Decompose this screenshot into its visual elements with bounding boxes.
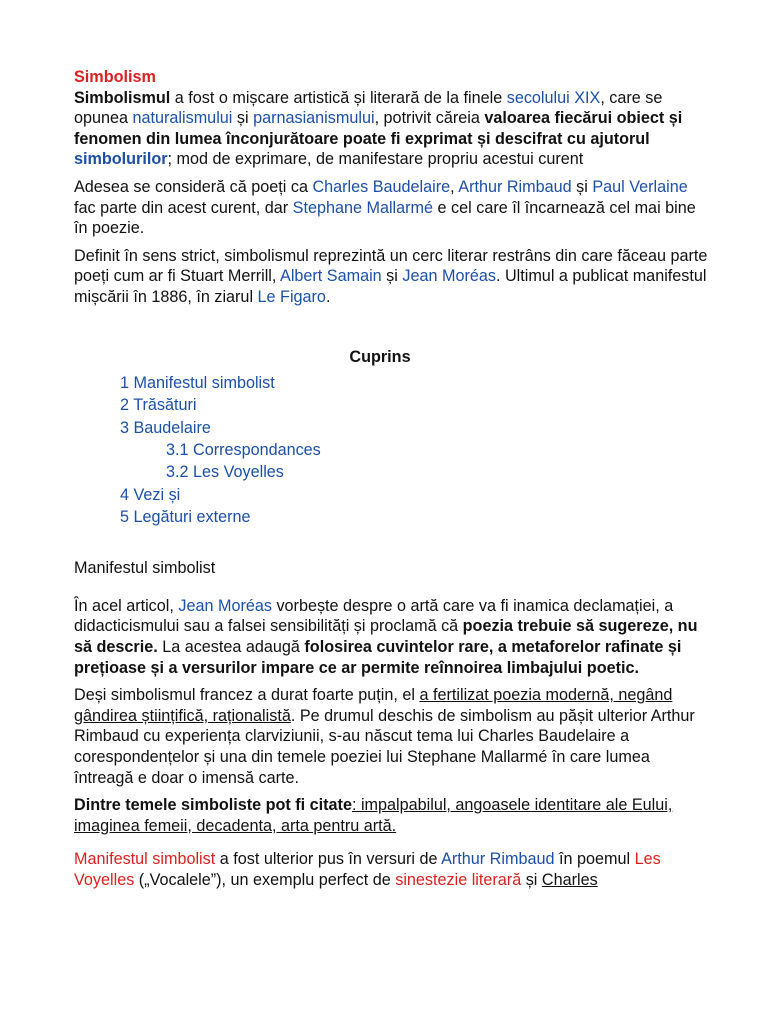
text-run: , potrivit căreia bbox=[374, 109, 485, 128]
toc-item-correspondances[interactable]: 3.1 Correspondances bbox=[166, 441, 321, 460]
text-run: ; mod de exprimare, de manifestare propriu acestui curent bbox=[167, 150, 584, 169]
underlined-phrase: a fertilizat poezia modernă, negând gândirea științifică, raționalistă bbox=[74, 686, 673, 725]
influence-paragraph bbox=[74, 685, 708, 788]
text-run: Definit în sens strict, simbolismul reprezintă un cerc literar restrâns din care făceau parte poeți cum ar fi Stuart Merrill, bbox=[74, 246, 708, 286]
link-arthur-rimbaud-2[interactable]: Arthur Rimbaud bbox=[441, 850, 555, 869]
article-paragraph bbox=[74, 596, 708, 678]
bold-statement-2: folosirea cuvintelor rare, a metaforelor rafinate și prețioase și a versurilor impare ce ar permite reînnoirea limbajului poetic. bbox=[74, 637, 682, 677]
link-parnasianismului[interactable]: parnasianismului bbox=[253, 109, 375, 128]
link-jean-moreas-2[interactable]: Jean Moréas bbox=[178, 596, 272, 615]
bold-definition: valoarea fiecărui obiect și fenomen din lumea înconjurătoare poate fi exprimat și descifrat cu ajutorul bbox=[74, 109, 683, 148]
link-albert-samain[interactable]: Albert Samain bbox=[280, 267, 382, 286]
intro-paragraph bbox=[74, 88, 708, 170]
themes-paragraph bbox=[74, 795, 708, 836]
text-run: a fost ulterior pus în versuri de bbox=[215, 850, 442, 869]
intro-term: Simbolismul bbox=[74, 88, 171, 107]
toc-item-les-voyelles[interactable]: 3.2 Les Voyelles bbox=[166, 463, 284, 482]
toc-item-legaturi-externe[interactable]: 5 Legături externe bbox=[120, 507, 251, 526]
link-paul-verlaine[interactable]: Paul Verlaine bbox=[592, 177, 688, 196]
text-run: , bbox=[450, 177, 459, 196]
text-run: . Pe drumul deschis de simbolism au pășit ulterior Arthur Rimbaud cu experiența clarviziunii, s-au născut tema lui Charles Baudelaire a corespondențelor și una din temele poeziei lui Stephane Mallarmé în care lumea întreagă e doar o imensă carte. bbox=[74, 706, 695, 787]
text-run: și bbox=[381, 267, 403, 286]
link-charles[interactable]: Charles bbox=[541, 870, 598, 889]
text-run: și bbox=[232, 109, 254, 128]
link-le-figaro[interactable]: Le Figaro bbox=[257, 287, 326, 306]
text-run: , care se opunea bbox=[74, 88, 663, 128]
link-manifestul-simbolist[interactable]: Manifestul simbolist bbox=[74, 850, 216, 869]
text-run: În acel articol, bbox=[74, 596, 179, 615]
text-run: vorbește despre o artă care va fi inamica declamației, a didacticismului sau a falsei sensibilități și proclamă că bbox=[74, 596, 674, 636]
poets-paragraph bbox=[74, 177, 708, 239]
text-run: Deși simbolismul francez a durat foarte puțin, el bbox=[74, 686, 420, 705]
text-run: și bbox=[571, 177, 593, 196]
toc-item-trasaturi[interactable]: 2 Trăsături bbox=[120, 396, 197, 415]
themes-list: : impalpabilul, angoasele identitare ale Eului, imaginea femeii, decadenta, arta pentru artă. bbox=[74, 796, 673, 835]
definition-paragraph bbox=[74, 246, 708, 308]
link-simbolurilor[interactable]: simbolurilor bbox=[74, 150, 168, 169]
voyelles-paragraph bbox=[74, 849, 708, 890]
toc-item-manifestul[interactable]: 1 Manifestul simbolist bbox=[120, 374, 275, 393]
text-run: Adesea se consideră că poeți ca bbox=[74, 177, 313, 196]
text-run: fac parte din acest curent, dar bbox=[74, 198, 293, 217]
link-naturalismului[interactable]: naturalismului bbox=[132, 109, 233, 128]
text-run: . Ultimul a publicat manifestul mișcării în 1886, în ziarul bbox=[74, 267, 707, 306]
bold-statement: poezia trebuie să sugereze, nu să descrie. bbox=[74, 617, 698, 656]
section-heading: Manifestul simbolist bbox=[74, 559, 216, 578]
text-run: La acestea adaugă bbox=[157, 637, 305, 656]
table-of-contents bbox=[74, 347, 708, 529]
text-run: e cel care îl încarnează cel mai bine în poezie. bbox=[74, 198, 696, 238]
toc-item-baudelaire[interactable]: 3 Baudelaire bbox=[120, 418, 211, 437]
text-run: („Vocalele”), un exemplu perfect de bbox=[134, 870, 396, 889]
toc-item-vezi-si[interactable]: 4 Vezi și bbox=[120, 485, 181, 504]
text-run: a fost o mișcare artistică și literară de la finele bbox=[170, 88, 507, 107]
themes-label: Dintre temele simboliste pot fi citate bbox=[74, 796, 352, 815]
text-run: și bbox=[521, 870, 542, 889]
link-charles-baudelaire[interactable]: Charles Baudelaire bbox=[312, 177, 451, 196]
toc-title: Cuprins bbox=[349, 347, 411, 366]
text-run: . bbox=[325, 287, 331, 306]
link-stephane-mallarme[interactable]: Stephane Mallarmé bbox=[292, 198, 434, 217]
link-sinestezie-literara[interactable]: sinestezie literară bbox=[395, 870, 522, 889]
link-arthur-rimbaud[interactable]: Arthur Rimbaud bbox=[458, 177, 572, 196]
document-title: Simbolism bbox=[74, 68, 156, 86]
link-jean-moreas[interactable]: Jean Moréas bbox=[402, 267, 496, 286]
link-secolului-xix[interactable]: secolului XIX bbox=[506, 88, 601, 107]
link-les-voyelles[interactable]: Les Voyelles bbox=[74, 850, 661, 889]
text-run: în poemul bbox=[554, 850, 635, 869]
